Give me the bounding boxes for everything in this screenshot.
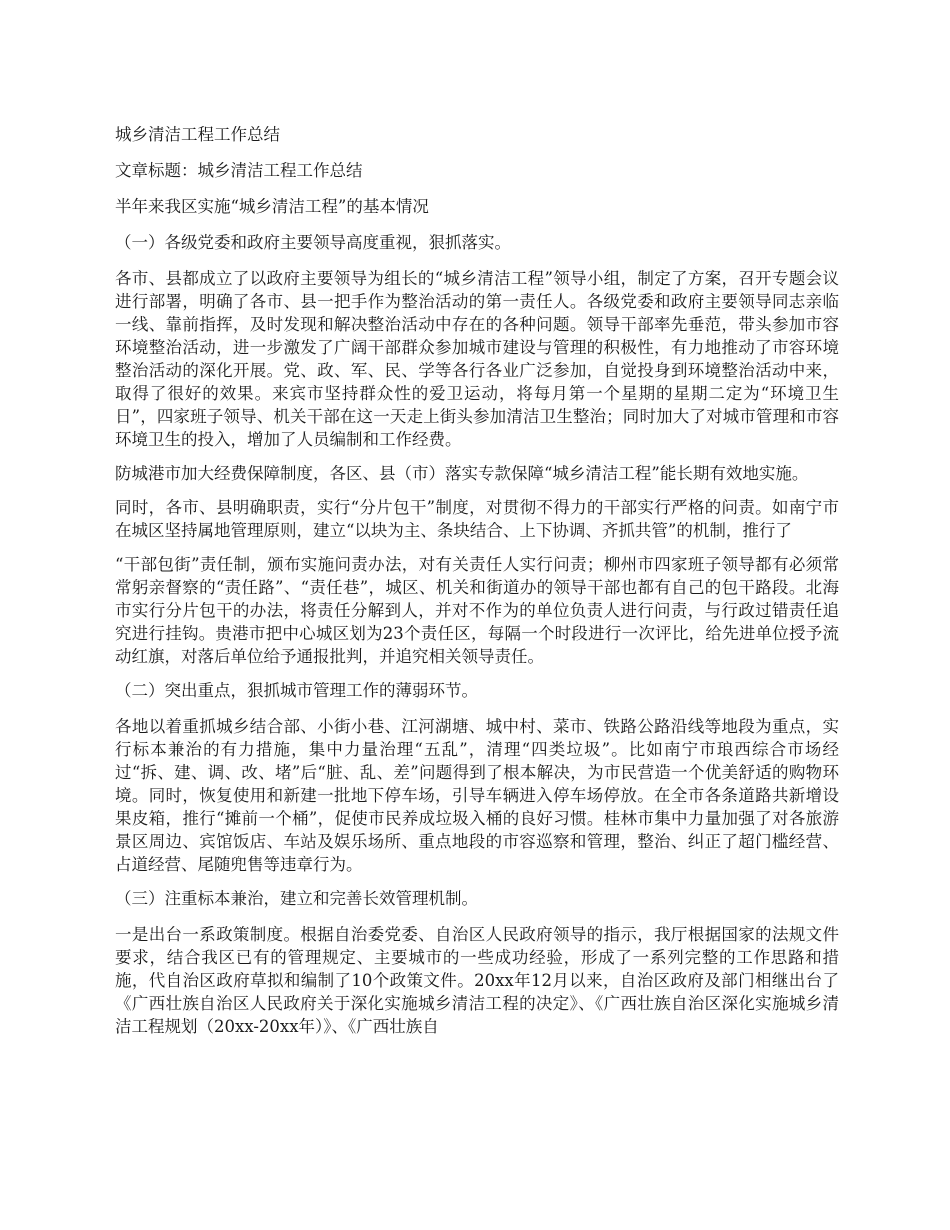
article-title-line: 文章标题：城乡清洁工程工作总结 — [115, 161, 363, 180]
body-paragraph-6: 一是出台一系政策制度。根据自治委党委、自治区人民政府领导的指示，我厅根据国家的法规文件要求，结合我区已有的管理规定、主要城市的一些成功经验，形成了一系列完整的工作思路和措施，代自治区政府草拟和编制了10个政策文件。20xx年12月以来，自治区政府及部门相继出台了《广西壮族自治区人民政府关于深化实施城乡清洁工程的决定》、《广西壮族自治区深化实施城乡清洁工程规划（20xx-20xx年）》、《广西壮族自 — [115, 925, 839, 1036]
body-paragraph-1: 各市、县都成立了以政府主要领导为组长的“城乡清洁工程”领导小组，制定了方案，召开专题会议进行部署，明确了各市、县一把手作为整治活动的第一责任人。各级党委和政府主要领导同志亲临一线、靠前指挥，及时发现和解决整治活动中存在的各种问题。领导干部率先垂范，带头参加市容环境整治活动，进一步激发了广阔干部群众参加城市建设与管理的积极性，有力地推动了市容环境整治活动的深化开展。党、政、军、民、学等各行各业广泛参加，自觉投身到环境整治活动中来，取得了很好的效果。来宾市坚持群众性的爱卫运动，将每月第一个星期的星期二定为“环境卫生日”，四家班子领导、机关干部在这一天走上街头参加清洁卫生整治；同时加大了对城市管理和市容环境卫生的投入，增加了人员编制和工作经费。 — [115, 269, 839, 449]
body-paragraph-3: 同时，各市、县明确职责，实行“分片包干”制度，对贯彻不得力的干部实行严格的问责。如南宁市在城区坚持属地管理原则，建立“以块为主、条块结合、上下协调、齐抓共管”的机制，推行了 — [115, 498, 839, 540]
section-heading-overview: 半年来我区实施“城乡清洁工程”的基本情况 — [115, 197, 429, 216]
subheading-1: （一）各级党委和政府主要领导高度重视，狠抓落实。 — [115, 233, 511, 252]
body-paragraph-5: 各地以着重抓城乡结合部、小街小巷、江河湖塘、城中村、菜市、铁路公路沿线等地段为重点，实行标本兼治的有力措施，集中力量治理“五乱”，清理“四类垃圾”。比如南宁市琅西综合市场经过“拆、建、调、改、堵”后“脏、乱、差”问题得到了根本解决，为市民营造一个优美舒适的购物环境。同时，恢复使用和新建一批地下停车场，引导车辆进入停车场停放。在全市各条道路共新增设果皮箱，推行“摊前一个桶”，促使市民养成垃圾入桶的良好习惯。桂林市集中力量加强了对各旅游景区周边、宾馆饭店、车站及娱乐场所、重点地段的市容巡察和管理，整治、纠正了超门槛经营、占道经营、尾随兜售等违章行为。 — [115, 717, 839, 874]
body-paragraph-4: “干部包街”责任制，颁布实施问责办法，对有关责任人实行问责；柳州市四家班子领导都有必须常常躬亲督察的“责任路”、“责任巷”，城区、机关和街道办的领导干部也都有自己的包干路段。北海市实行分片包干的办法，将责任分解到人，并对不作为的单位负责人进行问责，与行政过错责任追究进行挂钩。贵港市把中心城区划为23个责任区，每隔一个时段进行一次评比，给先进单位授予流动红旗，对落后单位给予通报批判，并追究相关领导责任。 — [115, 555, 839, 666]
body-paragraph-2: 防城港市加大经费保障制度，各区、县（市）落实专款保障“城乡清洁工程”能长期有效地实施。 — [115, 464, 809, 483]
document-title: 城乡清洁工程工作总结 — [115, 125, 280, 144]
subheading-3: （三）注重标本兼治，建立和完善长效管理机制。 — [115, 889, 478, 908]
document-page — [115, 123, 839, 1049]
subheading-2: （二）突出重点，狠抓城市管理工作的薄弱环节。 — [115, 681, 478, 700]
